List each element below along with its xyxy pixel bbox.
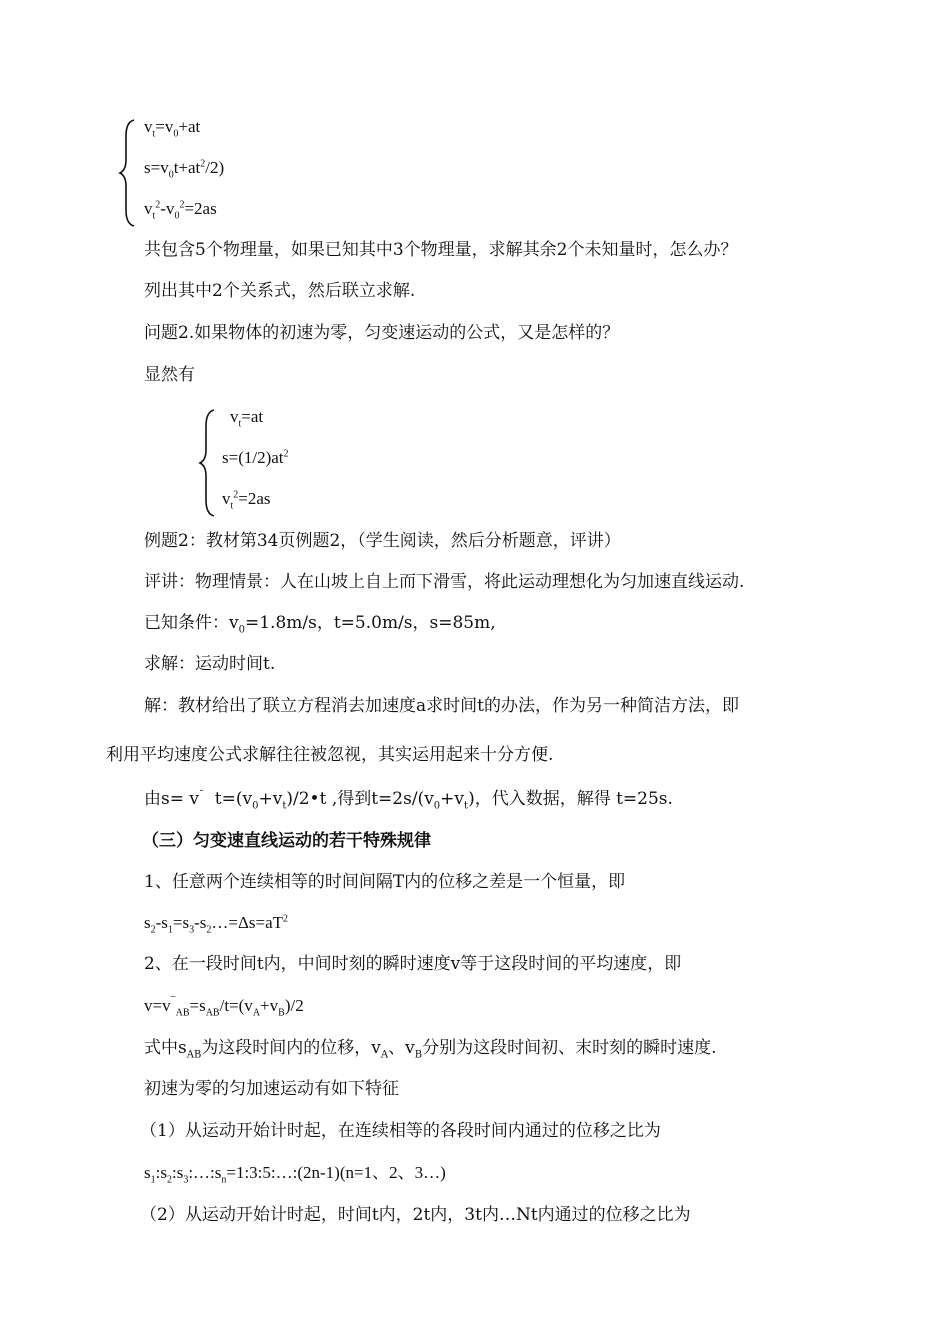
rule-2-equation: $v=v^¯_{AB}=s_{AB}/t=(v_A+v_B)/2$ <box>144 996 304 1019</box>
equation-zero-vt: $v_t=at$ <box>230 407 264 430</box>
commentary: 评讲：物理情景：人在山坡上自上而下滑雪，将此运动理想化为匀加速直线运动. <box>144 572 745 592</box>
paragraph-1: 共包含5个物理量，如果已知其中3个物理量，求解其余2个未知量时，怎么办？ <box>144 240 738 260</box>
equation-zero-s: $s=(1/2)at^2$ <box>222 448 289 467</box>
zero-initial-features: 初速为零的匀加速运动有如下特征 <box>144 1079 399 1099</box>
find: 求解：运动时间t. <box>144 654 276 674</box>
equation-s: $s=v_0t+at^2/2$) <box>144 158 225 181</box>
solution-line-2: 利用平均速度公式求解往往被忽视，其实运用起来十分方便. <box>106 745 554 765</box>
solution-formula: 由s= v¯ $t=(v_0+v_t)/2•t$ ,得到$t=2s/(v_0+v_t)$，代入数据，解得 t=25s. <box>144 789 673 812</box>
brace-1 <box>118 118 138 228</box>
paragraph-2: 列出其中2个关系式，然后联立求解. <box>144 281 416 301</box>
rule-1: 1、任意两个连续相等的时间间隔T内的位移之差是一个恒量，即 <box>144 872 626 892</box>
rule-2: 2、在一段时间t内，中间时刻的瞬时速度v等于这段时间的平均速度，即 <box>144 954 682 974</box>
rule-1-equation: $s_2-s_1=s_3-s_2\dots=\Delta s=aT^2$ <box>144 913 289 936</box>
given-conditions: 已知条件：$v_0=1.8m/s$，t=5.0m/s，s=85m, <box>144 613 496 636</box>
question-2: 问题2.如果物体的初速为零，匀变速运动的公式，又是怎样的？ <box>144 323 620 343</box>
paragraph-obviously: 显然有 <box>144 365 195 385</box>
solution-line-1: 解：教材给出了联立方程消去加速度a求时间t的办法，作为另一种简洁方法，即 <box>144 696 739 716</box>
rule-2-explanation: 式中$s_{AB}$为这段时间内的位移，$v_A$、$v_B$分别为这段时间初、末时刻的瞬时速度. <box>144 1038 717 1061</box>
section-3-heading: （三）匀变速直线运动的若干特殊规律 <box>142 831 431 851</box>
equation-vt: $v_t=v_0+at$ <box>144 117 201 140</box>
feature-2: （2）从运动开始计时起，时间t内，2t内，3t内…Nt内通过的位移之比为 <box>140 1205 691 1225</box>
equation-vt2: $v_t^2-v_0^2=2as$ <box>144 199 217 222</box>
brace-2 <box>198 408 218 518</box>
feature-1: （1）从运动开始计时起，在连续相等的各段时间内通过的位移之比为 <box>140 1121 661 1141</box>
equation-zero-vt2: $v_t^2=2as$ <box>222 489 271 512</box>
feature-1-equation: $s_1:s_2:s_3:\dots:s_n=1:3:5:\dots:(2n-1)(n=1$、2、3…) <box>144 1163 446 1186</box>
example-2: 例题2：教材第34页例题2，（学生阅读，然后分析题意，评讲） <box>144 531 621 551</box>
